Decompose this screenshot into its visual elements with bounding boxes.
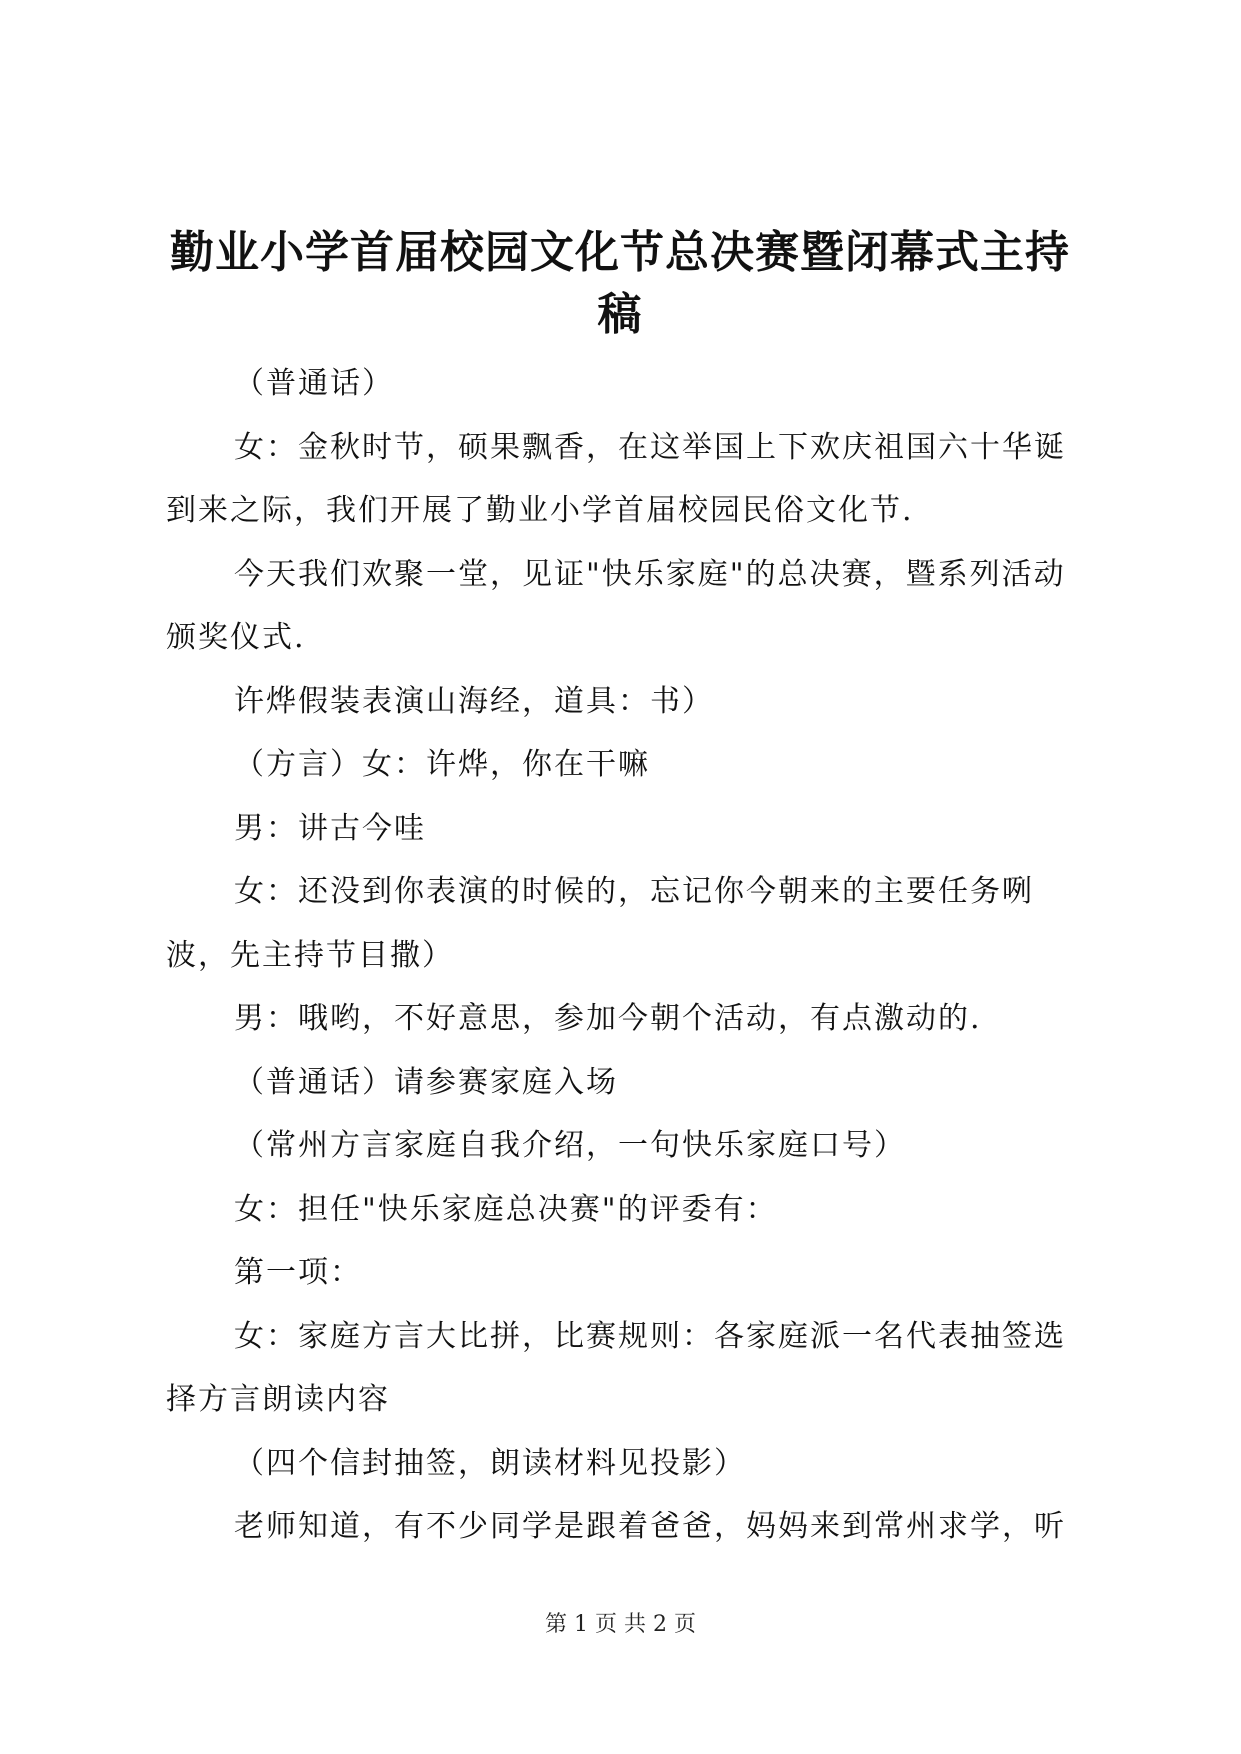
paragraph: 老师知道，有不少同学是跟着爸爸，妈妈来到常州求学，听 (234, 1509, 1066, 1544)
title-line-1: 勤业小学首届校园文化节总决赛暨闭幕式主持 (170, 227, 1070, 278)
document-body (166, 352, 1076, 1559)
paragraph: （常州方言家庭自我介绍，一句快乐家庭口号） (234, 1128, 906, 1163)
paragraph: 今天我们欢聚一堂，见证"快乐家庭"的总决赛，暨系列活动颁奖仪式. (166, 556, 1066, 655)
paragraph: 女：家庭方言大比拼，比赛规则：各家庭派一名代表抽签选择方言朗读内容 (166, 1318, 1066, 1417)
paragraph: 男：讲古今哇 (234, 810, 426, 846)
paragraph: 女：担任"快乐家庭总决赛"的评委有： (234, 1191, 778, 1227)
paragraph: （方言）女：许烨，你在干嘛 (234, 747, 650, 782)
page-footer: 第 1 页 共 2 页 (545, 1612, 696, 1637)
paragraph: 第一项： (234, 1255, 362, 1290)
document-title (150, 222, 1090, 346)
paragraph: 女：还没到你表演的时候的，忘记你今朝来的主要任务咧波，先主持节目撒） (166, 874, 1034, 973)
paragraph: （普通话） (234, 366, 394, 401)
title-line-2: 稿 (597, 289, 643, 340)
paragraph: 男：哦哟，不好意思，参加今朝个活动，有点激动的. (234, 1001, 982, 1036)
paragraph: 许烨假装表演山海经，道具：书） (234, 683, 714, 719)
paragraph: 女：金秋时节，硕果飘香，在这举国上下欢庆祖国六十华诞到来之际，我们开展了勤业小学首届校园民俗文化节. (166, 429, 1066, 528)
paragraph: （普通话）请参赛家庭入场 (234, 1064, 618, 1100)
paragraph: （四个信封抽签，朗读材料见投影） (234, 1445, 746, 1481)
